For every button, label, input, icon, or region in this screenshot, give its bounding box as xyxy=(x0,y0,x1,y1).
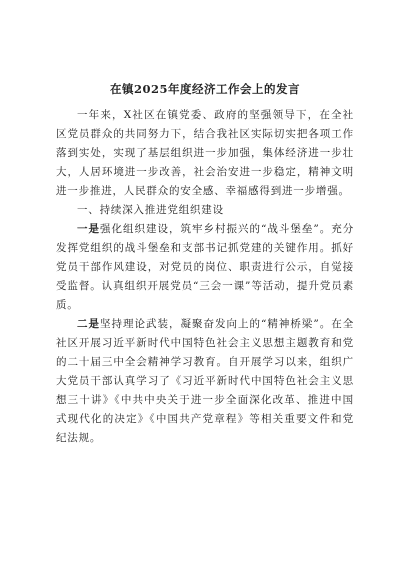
section-heading: 一、持续深入推进党组织建设 xyxy=(77,204,224,216)
item-one-text: 强化组织建设，筑牢乡村振兴的“战斗堡垒”。充分发挥党组织的战斗堡垒和支部书记抓党建的关键作用。抓好党员干部作风建设，对党员的岗位、职责进行公示，自觉接受监督。认真组织开展党员“三会一课”等活动，提升党员素质。 xyxy=(56,223,354,311)
item-one-paragraph xyxy=(56,220,354,315)
item-two-lead: 二是 xyxy=(77,318,100,330)
document-title: 在镇2025年度经济工作会上的发言 xyxy=(109,82,300,96)
item-two-paragraph xyxy=(56,315,354,448)
intro-paragraph: 一年来，X社区在镇党委、政府的坚强领导下，在全社区党员群众的共同努力下，结合我社区实际切实把各项工作落到实处，实现了基层组织进一步加强，集体经济进一步壮大，人居环境进一步改善，社会治安进一步稳定，精神文明进一步推进，人民群众的安全感、幸福感得到进一步增强。 xyxy=(56,109,354,197)
item-two-text: 坚持理论武装，凝聚奋发向上的“精神桥梁”。在全社区开展习近平新时代中国特色社会主义思想主题教育和党的二十届三中全会精神学习教育。自开展学习以来，组织广大党员干部认真学习了《习近平新时代中国特色社会主义思想三十讲》《中共中央关于进一步全面深化改革、推进中国式现代化的决定》《中国共产党章程》等相关重要文件和党纪法规。 xyxy=(56,318,354,444)
item-one-lead: 一是 xyxy=(77,223,100,235)
